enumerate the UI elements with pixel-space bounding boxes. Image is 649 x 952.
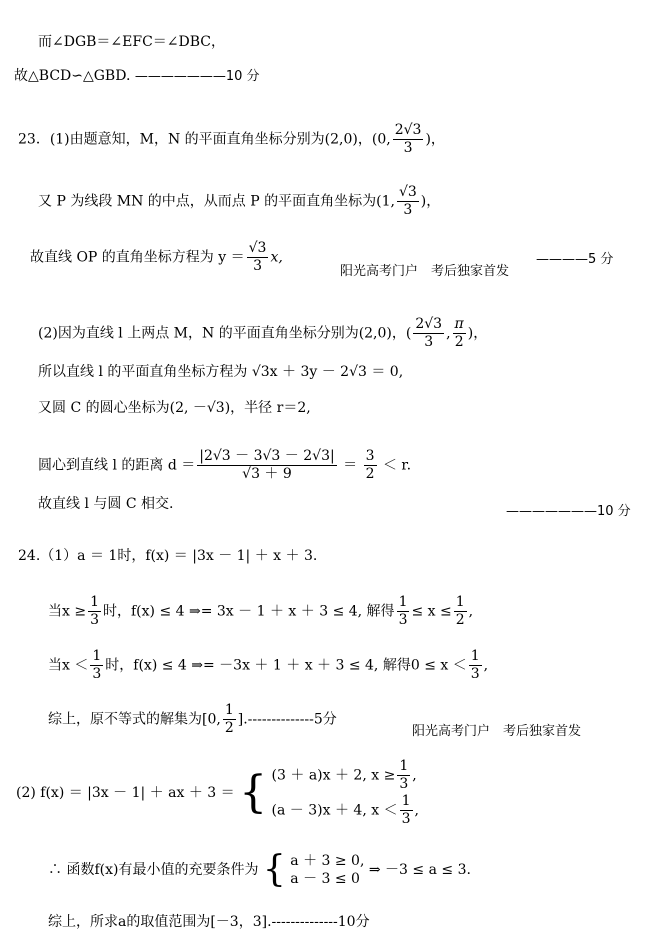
line-text: (2)因为直线 l 上两点 M，N 的平面直角坐标分别为(2,0)，( xyxy=(38,325,412,342)
denominator: 3 xyxy=(92,666,102,682)
line-text: 故直线 l 与圆 C 相交. xyxy=(38,496,174,512)
fraction xyxy=(364,448,377,483)
watermark: 阳光高考门户 考后独家首发 xyxy=(412,724,582,739)
case-row: a ＋ 3 ≥ 0, xyxy=(290,853,365,869)
line-text: ＝ xyxy=(343,457,358,474)
denominator: 2 xyxy=(224,720,234,736)
numerator: 1 xyxy=(470,648,480,664)
numerator: 1 xyxy=(455,594,465,610)
denominator: 3 xyxy=(398,612,408,628)
denominator: 3 xyxy=(399,776,409,792)
numerator: 1 xyxy=(224,702,234,718)
fraction xyxy=(453,316,466,351)
denominator: 3 xyxy=(403,202,413,218)
line-text: 故△BCD∽△GBD. xyxy=(14,68,131,84)
line-text: 所以直线 l 的平面直角坐标方程为 √3x ＋ 3y － 2√3 ＝ 0, xyxy=(38,364,404,380)
line-text: 综上，原不等式的解集为[0, xyxy=(48,711,221,728)
line-text: ∴ 函数f(x)有最小值的充要条件为 xyxy=(48,862,259,878)
fraction xyxy=(469,648,482,683)
score-mark: ————5 分 xyxy=(536,252,614,267)
line-text: 24.（1）a ＝ 1时，f(x) ＝ |3x － 1| ＋ x ＋ 3. xyxy=(18,548,318,564)
numerator: 1 xyxy=(398,594,408,610)
line-text: (2) f(x) ＝ |3x － 1| ＋ ax ＋ 3 ＝ xyxy=(16,785,235,801)
numerator: √3 xyxy=(248,240,267,256)
text-line xyxy=(38,494,173,514)
denominator: 2 xyxy=(455,612,465,628)
score-mark: ———————10 分 xyxy=(134,69,260,84)
fraction xyxy=(454,594,467,629)
line-text: )， xyxy=(425,131,445,148)
denominator: 3 xyxy=(470,666,480,682)
text-line xyxy=(48,912,370,932)
text-line xyxy=(30,240,283,275)
left-brace: { xyxy=(262,849,286,890)
line-text: , xyxy=(468,603,474,620)
text-line xyxy=(38,32,225,52)
fraction xyxy=(88,594,101,629)
text-line xyxy=(38,448,411,483)
denominator: 3 xyxy=(253,258,262,274)
line-text: , xyxy=(414,802,419,819)
case-row xyxy=(272,793,419,828)
fraction xyxy=(397,758,410,793)
left-brace: { xyxy=(239,767,268,818)
numerator: 2√3 xyxy=(394,122,422,138)
numerator: 1 xyxy=(399,758,409,774)
text-line xyxy=(38,398,311,418)
text-line xyxy=(38,184,440,219)
fraction xyxy=(90,648,103,683)
text-line xyxy=(38,362,403,382)
text-line xyxy=(48,648,488,683)
line-text: ≤ x ≤ xyxy=(411,603,452,620)
numerator: 1 xyxy=(90,594,99,610)
denominator: 3 xyxy=(403,140,413,156)
text-line xyxy=(18,546,317,566)
case-row xyxy=(272,758,419,793)
denominator: 3 xyxy=(424,334,434,350)
fraction xyxy=(247,240,269,275)
numerator: 1 xyxy=(401,793,411,809)
text-line xyxy=(16,758,419,828)
denominator: 2 xyxy=(365,466,375,482)
line-text: 圆心到直线 l 的距离 d ＝ xyxy=(38,457,196,474)
line-text: 时，f(x) ≤ 4 ⇒= －3x ＋ 1 ＋ x ＋ 3 ≤ 4, 解得0 ≤ x ＜ xyxy=(105,657,467,674)
text-line xyxy=(14,66,260,87)
fraction xyxy=(393,122,424,157)
numerator: 1 xyxy=(92,648,102,664)
line-text: , xyxy=(412,767,417,784)
fraction xyxy=(223,702,236,737)
line-text: ＜ r. xyxy=(382,457,412,474)
line-text: )， xyxy=(420,193,441,210)
condition-cases xyxy=(290,852,364,888)
numerator: π xyxy=(454,316,464,332)
denominator: √3 ＋ 9 xyxy=(242,466,292,482)
numerator: |2√3 － 3√3 － 2√3| xyxy=(199,448,335,464)
line-text: (3 ＋ a)x ＋ 2, x ≥ xyxy=(271,767,396,784)
fraction xyxy=(397,184,419,219)
line-text: 时，f(x) ≤ 4 ⇒= 3x － 1 ＋ x ＋ 3 ≤ 4, 解得 xyxy=(103,603,395,620)
score-mark: ———————10 分 xyxy=(506,504,631,519)
text-line xyxy=(18,122,445,157)
line-text: 当x ＜ xyxy=(48,657,89,674)
text-line xyxy=(48,594,473,629)
numerator: 3 xyxy=(365,448,375,464)
line-text: 故直线 OP 的直角坐标方程为 y ＝ xyxy=(30,249,245,266)
fraction xyxy=(400,793,413,828)
line-text: 而∠DGB＝∠EFC＝∠DBC， xyxy=(38,34,226,50)
line-text: (a － 3)x ＋ 4, x ＜ xyxy=(271,802,398,819)
line-text: ⇒ －3 ≤ a ≤ 3. xyxy=(368,862,471,878)
line-text: ].--------------5分 xyxy=(237,711,337,728)
case-row: a － 3 ≤ 0 xyxy=(290,871,360,887)
line-text: 综上，所求a的取值范围为[－3，3].--------------10分 xyxy=(48,914,370,930)
watermark: 阳光高考门户 考后独家首发 xyxy=(340,264,510,279)
line-text: 23．(1)由题意知，M，N 的平面直角坐标分别为(2,0)，(0, xyxy=(18,131,391,148)
fraction xyxy=(413,316,444,351)
piecewise-cases xyxy=(272,758,419,828)
text-line xyxy=(48,849,471,890)
text-line: (2)因为直线 l 上两点 M，N 的平面直角坐标分别为(2,0)，( $\frac{2√3}{3}$ , $\frac{\pi}{2}$ )， xyxy=(38,316,488,350)
numerator: √3 xyxy=(398,184,417,200)
text-line xyxy=(48,702,337,737)
denominator: 3 xyxy=(90,612,99,628)
denominator: 2 xyxy=(454,334,464,350)
fraction xyxy=(197,448,336,483)
line-text: , xyxy=(483,657,489,674)
numerator: 2√3 xyxy=(415,316,443,332)
line-text: x, xyxy=(270,249,283,266)
line-text: 又圆 C 的圆心坐标为(2, －√3)，半径 r＝2, xyxy=(38,400,311,416)
line-text: 又 P 为线段 MN 的中点，从而点 P 的平面直角坐标为(1, xyxy=(38,193,395,210)
denominator: 3 xyxy=(401,811,411,827)
fraction xyxy=(397,594,410,629)
line-text: 当x ≥ xyxy=(48,603,87,620)
line-text: )， xyxy=(467,325,488,342)
